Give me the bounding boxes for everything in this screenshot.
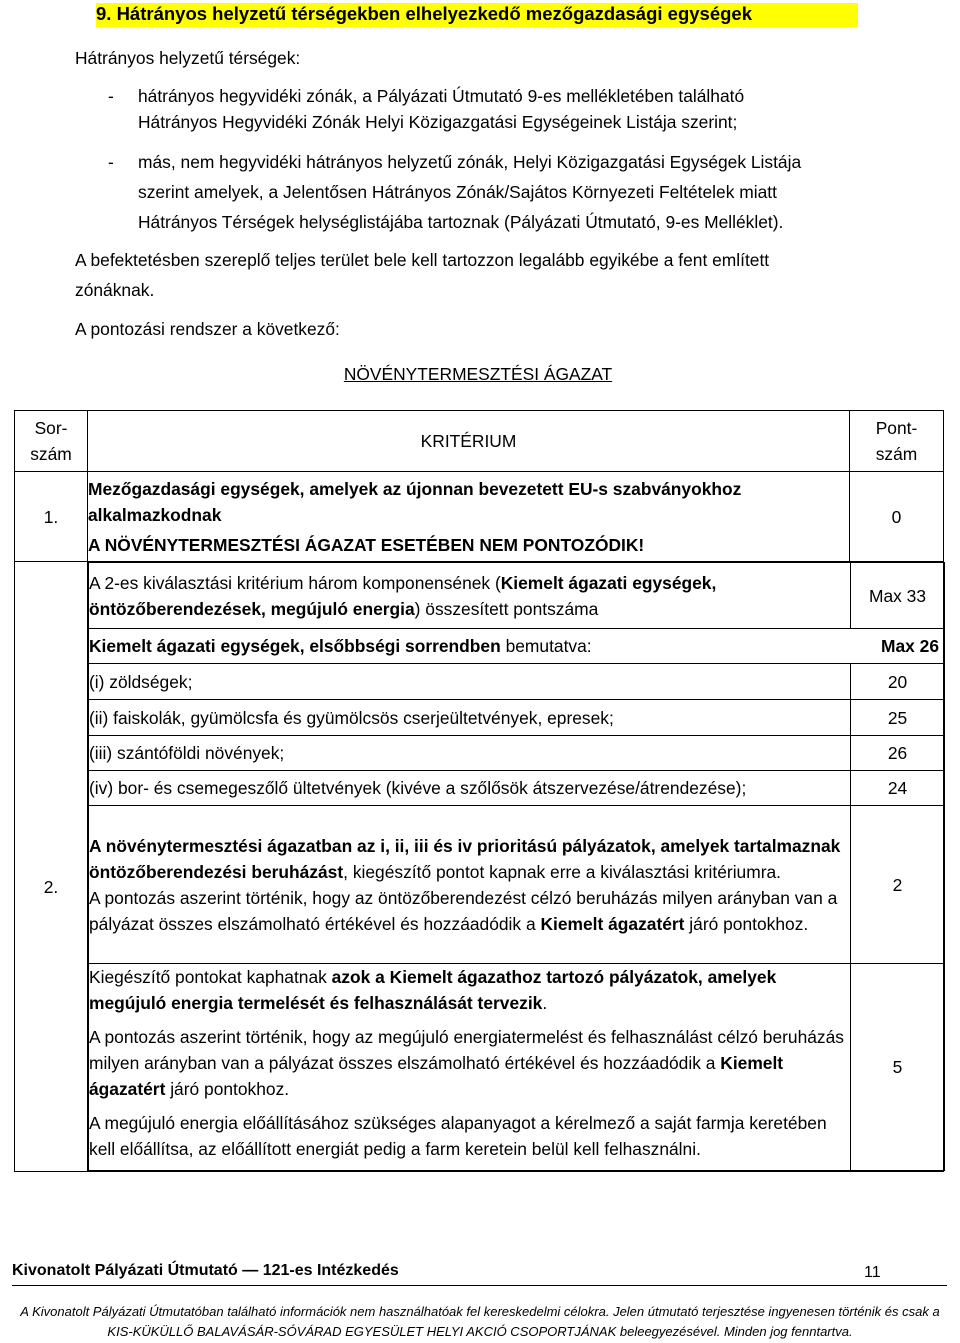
bullet-line: más, nem hegyvidéki hátrányos helyzetű zónák, Helyi Közigazgatási Egységek Listája [138, 152, 802, 172]
sector-header [89, 629, 945, 664]
criterion-text [89, 563, 851, 629]
criterion-line: alkalmazkodnak [88, 504, 222, 525]
priority-item-label: (ii) faiskolák, gyümölcsfa és gyümölcsös cserjeültetvények, epresek; [89, 700, 851, 736]
priority-item-label: (iv) bor- és csemegeszőlő ültetvények (kivéve a szőlősök átszervezése/átrendezése); [89, 771, 851, 806]
paragraph-line: zónáknak. [75, 280, 155, 300]
priority-item-row [89, 700, 945, 736]
text-span: . [542, 993, 548, 1013]
bullet-dash: - [108, 86, 114, 106]
table-row-2 [15, 562, 944, 1172]
paragraph-zones [75, 247, 895, 303]
intro-label: Hátrányos helyzetű térségek: [75, 48, 301, 68]
header-sorszam: Sor- szám [15, 411, 88, 472]
score-value: Max 33 [851, 563, 945, 629]
criterion-text [88, 472, 850, 562]
irrigation-paragraph [89, 833, 850, 885]
footer-note-line: A Kivonatolt Pályázati Útmutatóban található információk nem használhatóak fel kereskedelmi célokra. Jelen útmutató terjesztése ingyenesen történik és csak a [20, 1304, 940, 1319]
irrigation-row [89, 806, 945, 964]
bullet-line: szerint amelyek, a Jelentősen Hátrányos Zónák/Sajátos Környezeti Feltételek miatt [138, 182, 777, 202]
text-span: Kiegészítő pontokat kaphatnak [89, 967, 332, 987]
bullet-item-1 [108, 83, 868, 135]
footer-note-line: KIS-KÜKÜLLŐ BALAVÁSÁR-SÓVÁRAD EGYESÜLET HELYI AKCIÓ CSOPORTJÁNAK beleegyezésével. Minden jog fenntartva. [107, 1324, 853, 1339]
page-number: 11 [864, 1264, 881, 1281]
section-heading [96, 0, 752, 28]
text-span: A 2-es kiválasztási kritérium három komponensének ( [89, 572, 501, 593]
text-span: járó pontokhoz. [165, 1079, 290, 1099]
scoring-table [14, 410, 944, 1172]
score-value: 0 [850, 472, 944, 562]
score-value: Max 26 [880, 636, 939, 656]
energy-text [89, 964, 851, 1171]
component-summary-row [89, 563, 945, 629]
row-2-subtable [88, 562, 945, 1171]
text-bold-span: Kiemelt ágazatért [540, 913, 685, 934]
text-span: A pontozás aszerint történik, hogy az öntözőberendezést célzó beruházás milyen arányban van a pályázat összes elszámolható értékével és hozzáadódik a [89, 887, 838, 934]
row-number: 2. [15, 562, 88, 1172]
bullet-line: hátrányos hegyvidéki zónák, a Pályázati Útmutató 9-es mellékletében található [138, 86, 745, 106]
priority-item-score: 25 [851, 700, 945, 736]
footer-title: Kivonatolt Pályázati Útmutató — 121-es Intézkedés [12, 1262, 399, 1279]
priority-item-label: (iii) szántóföldi növények; [89, 736, 851, 771]
footer-divider [12, 1285, 947, 1286]
text-bold-span: Kiemelt ágazati egységek, öntözőberendezések, megújuló energia [89, 572, 717, 619]
score-value: 2 [851, 806, 945, 964]
energy-paragraph [89, 964, 850, 1016]
priority-item-score: 26 [851, 736, 945, 771]
text-span: bemutatva: [500, 636, 592, 656]
heading-text: 9. Hátrányos helyzetű térségekben elhelyezkedő mezőgazdasági egységek [96, 3, 752, 24]
bullet-dash: - [108, 152, 114, 172]
header-kriterium: KRITÉRIUM [88, 411, 850, 472]
text-span: járó pontokhoz. [684, 913, 809, 934]
text-span: , kiegészítő pontot kapnak erre a kiválasztási kritériumra. [343, 861, 782, 882]
section-title: NÖVÉNYTERMESZTÉSI ÁGAZAT [343, 364, 613, 384]
text-bold-span: A növénytermesztési ágazatban az i, ii, iii és iv prioritású pályázatok, amelyek tartalmaznak öntözőberendezési beruházást [89, 835, 841, 882]
paragraph-line: A befektetésben szereplő teljes terület bele kell tartozzon legalább egyikébe a fent említett [75, 250, 770, 270]
text-span: ) összesített pontszáma [414, 598, 599, 619]
header-pontszam: Pont- szám [850, 411, 944, 472]
energy-row [89, 964, 945, 1171]
energy-paragraph: A megújuló energia előállításához szükséges alapanyagot a kérelmező a saját farmja keretében kell előállítsa, az előállított energiát pedig a farm keretein belül kell felhasználni. [89, 1113, 827, 1159]
criterion-line: A NÖVÉNYTERMESZTÉSI ÁGAZAT ESETÉBEN NEM PONTOZÓDIK! [88, 534, 645, 555]
table-row-1 [15, 472, 944, 562]
sector-header-row [89, 629, 945, 664]
text-span: A pontozás aszerint történik, hogy az megújuló energiatermelést és felhasználást célzó beruházás milyen arányban van a pályázat összes elszámolható értékével és hozzáadódik a [89, 1027, 844, 1073]
row-number: 1. [15, 472, 88, 562]
priority-item-score: 20 [851, 664, 945, 700]
priority-item-row [89, 664, 945, 700]
irrigation-paragraph [89, 885, 850, 937]
priority-item-row [89, 736, 945, 771]
priority-item-row [89, 771, 945, 806]
text-bold-span: azok a Kiemelt ágazathoz tartozó pályázatok, amelyek megújuló energia termelését és felhasználását tervezik [89, 967, 777, 1013]
score-value: 5 [851, 964, 945, 1171]
table-header-row [15, 411, 944, 472]
paragraph-scoring: A pontozási rendszer a következő: [75, 319, 340, 339]
energy-paragraph [89, 1016, 850, 1102]
text-bold-span: Kiemelt ágazati egységek, elsőbbségi sorrendben [89, 636, 501, 656]
criterion-line: Mezőgazdasági egységek, amelyek az újonnan bevezetett EU-s szabványokhoz [88, 478, 742, 499]
priority-item-label: (i) zöldségek; [89, 664, 851, 700]
bullet-line: Hátrányos Térségek helységlistájába tartoznak (Pályázati Útmutató, 9-es Melléklet). [138, 212, 784, 232]
row-2-content [88, 562, 944, 1172]
text-bold-span: Kiemelt ágazatért [89, 1053, 784, 1099]
bullet-line: Hátrányos Hegyvidéki Zónák Helyi Közigazgatási Egységeinek Listája szerint; [138, 112, 738, 132]
irrigation-text [89, 806, 851, 964]
priority-item-score: 24 [851, 771, 945, 806]
bullet-item-2 [108, 149, 898, 235]
